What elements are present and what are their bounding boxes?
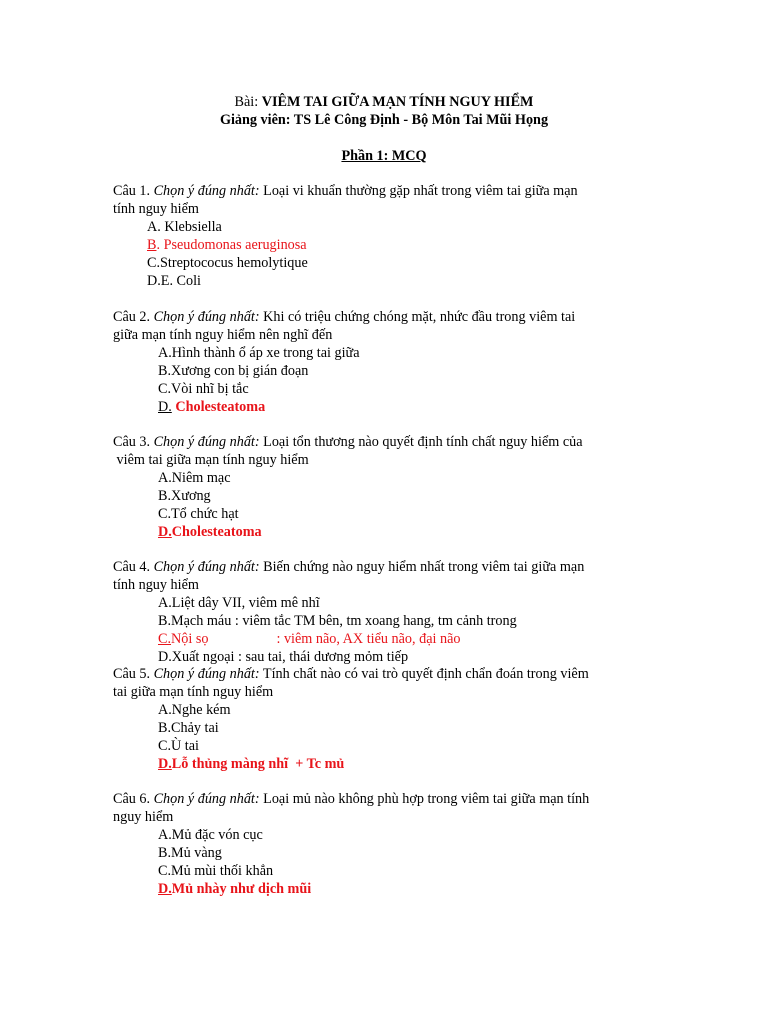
answer-text: Cholesteatoma [171,524,262,540]
question-6-option-d-answer [158,880,311,898]
question-text: Khi có triệu chứng chóng mặt, nhức đầu trong viêm tai [259,309,576,325]
question-4-stem [113,558,584,576]
answer-text: Cholesteatoma [171,399,266,415]
question-1-option-a: A. Klebsiella [147,219,222,235]
answer-letter: B [147,237,157,253]
question-text: Loại mủ nào không phù hợp trong viêm tai giữa mạn tính [259,791,590,807]
question-text: Loại vi khuẩn thường gặp nhất trong viêm tai giữa mạn [259,183,578,199]
question-5-option-c: C.Ù tai [158,738,199,754]
question-3-option-d-answer [158,523,262,541]
question-number: Câu 3. [113,434,154,450]
question-5-stem [113,665,589,683]
question-3-stem-cont: viêm tai giữa mạn tính nguy hiểm [113,452,309,468]
question-number: Câu 5. [113,666,154,682]
question-type: Chọn ý đúng nhất: [153,183,260,199]
question-4-option-c-answer [158,630,460,648]
question-5-option-a: A.Nghe kém [158,702,231,718]
document-title [0,93,768,111]
section-heading: Phần 1: MCQ [341,148,427,164]
question-4-option-b: B.Mạch máu : viêm tắc TM bên, tm xoang hang, tm cảnh trong [158,613,517,629]
question-6-stem-cont: nguy hiểm [113,809,174,825]
question-type: Chọn ý đúng nhất: [153,309,260,325]
question-2-option-c: C.Vòi nhĩ bị tắc [158,381,249,397]
question-text: Biến chứng nào nguy hiểm nhất trong viêm tai giữa mạn [259,559,585,575]
answer-letter: C. [158,631,172,647]
question-number: Câu 1. [113,183,154,199]
answer-detail: : viêm não, AX tiểu não, đại não [276,631,461,647]
question-5-option-d-answer [158,755,344,773]
question-2-option-d-answer [158,398,265,416]
answer-letter: D. [158,756,172,772]
question-1-option-b-answer [147,236,307,254]
question-1-stem [113,182,578,200]
question-3-option-a: A.Niêm mạc [158,470,231,486]
answer-text: Lỗ thủng màng nhĩ + Tc mủ [171,756,345,772]
question-2-option-a: A.Hình thành ổ áp xe trong tai giữa [158,345,360,361]
question-3-stem [113,433,583,451]
title-prefix: Bài: [234,94,262,110]
question-type: Chọn ý đúng nhất: [153,791,260,807]
answer-letter: D. [158,881,172,897]
question-3-option-c: C.Tổ chức hạt [158,506,239,522]
question-1-option-d: D.E. Coli [147,273,201,289]
question-6-option-b: B.Mủ vàng [158,845,222,861]
question-4-stem-cont: tính nguy hiểm [113,577,199,593]
question-2-stem [113,308,575,326]
question-1-option-c: C.Streptococus hemolytique [147,255,308,271]
question-type: Chọn ý đúng nhất: [153,434,260,450]
question-3-option-b: B.Xương [158,488,211,504]
question-6-option-c: C.Mủ mùi thối khẳn [158,863,274,879]
answer-text: . Pseudomonas aeruginosa [156,237,307,253]
answer-text: Nội sọ [171,631,209,647]
question-4-option-d: D.Xuất ngoại : sau tai, thái dương mỏm tiếp [158,649,409,665]
question-number: Câu 6. [113,791,154,807]
answer-letter: D. [158,524,172,540]
answer-letter: D. [158,399,172,415]
question-type: Chọn ý đúng nhất: [153,559,260,575]
question-6-stem [113,790,589,808]
question-5-stem-cont: tai giữa mạn tính nguy hiểm [113,684,274,700]
lecturer-line: Giảng viên: TS Lê Công Định - Bộ Môn Tai Mũi Họng [219,112,549,128]
question-2-stem-cont: giữa mạn tính nguy hiểm nên nghĩ đến [113,327,333,343]
answer-text: Mủ nhày như dịch mũi [171,881,312,897]
question-text: Tính chất nào có vai trò quyết định chẩn đoán trong viêm [259,666,589,682]
title-text: VIÊM TAI GIỮA MẠN TÍNH NGUY HIỂM [261,94,534,110]
question-number: Câu 2. [113,309,154,325]
question-type: Chọn ý đúng nhất: [153,666,260,682]
question-text: Loại tổn thương nào quyết định tính chất nguy hiểm của [259,434,583,450]
question-6-option-a: A.Mủ đặc vón cục [158,827,263,843]
question-5-option-b: B.Chảy tai [158,720,219,736]
question-number: Câu 4. [113,559,154,575]
question-1-stem-cont: tính nguy hiểm [113,201,199,217]
question-4-option-a: A.Liệt dây VII, viêm mê nhĩ [158,595,320,611]
question-2-option-b: B.Xương con bị gián đoạn [158,363,309,379]
